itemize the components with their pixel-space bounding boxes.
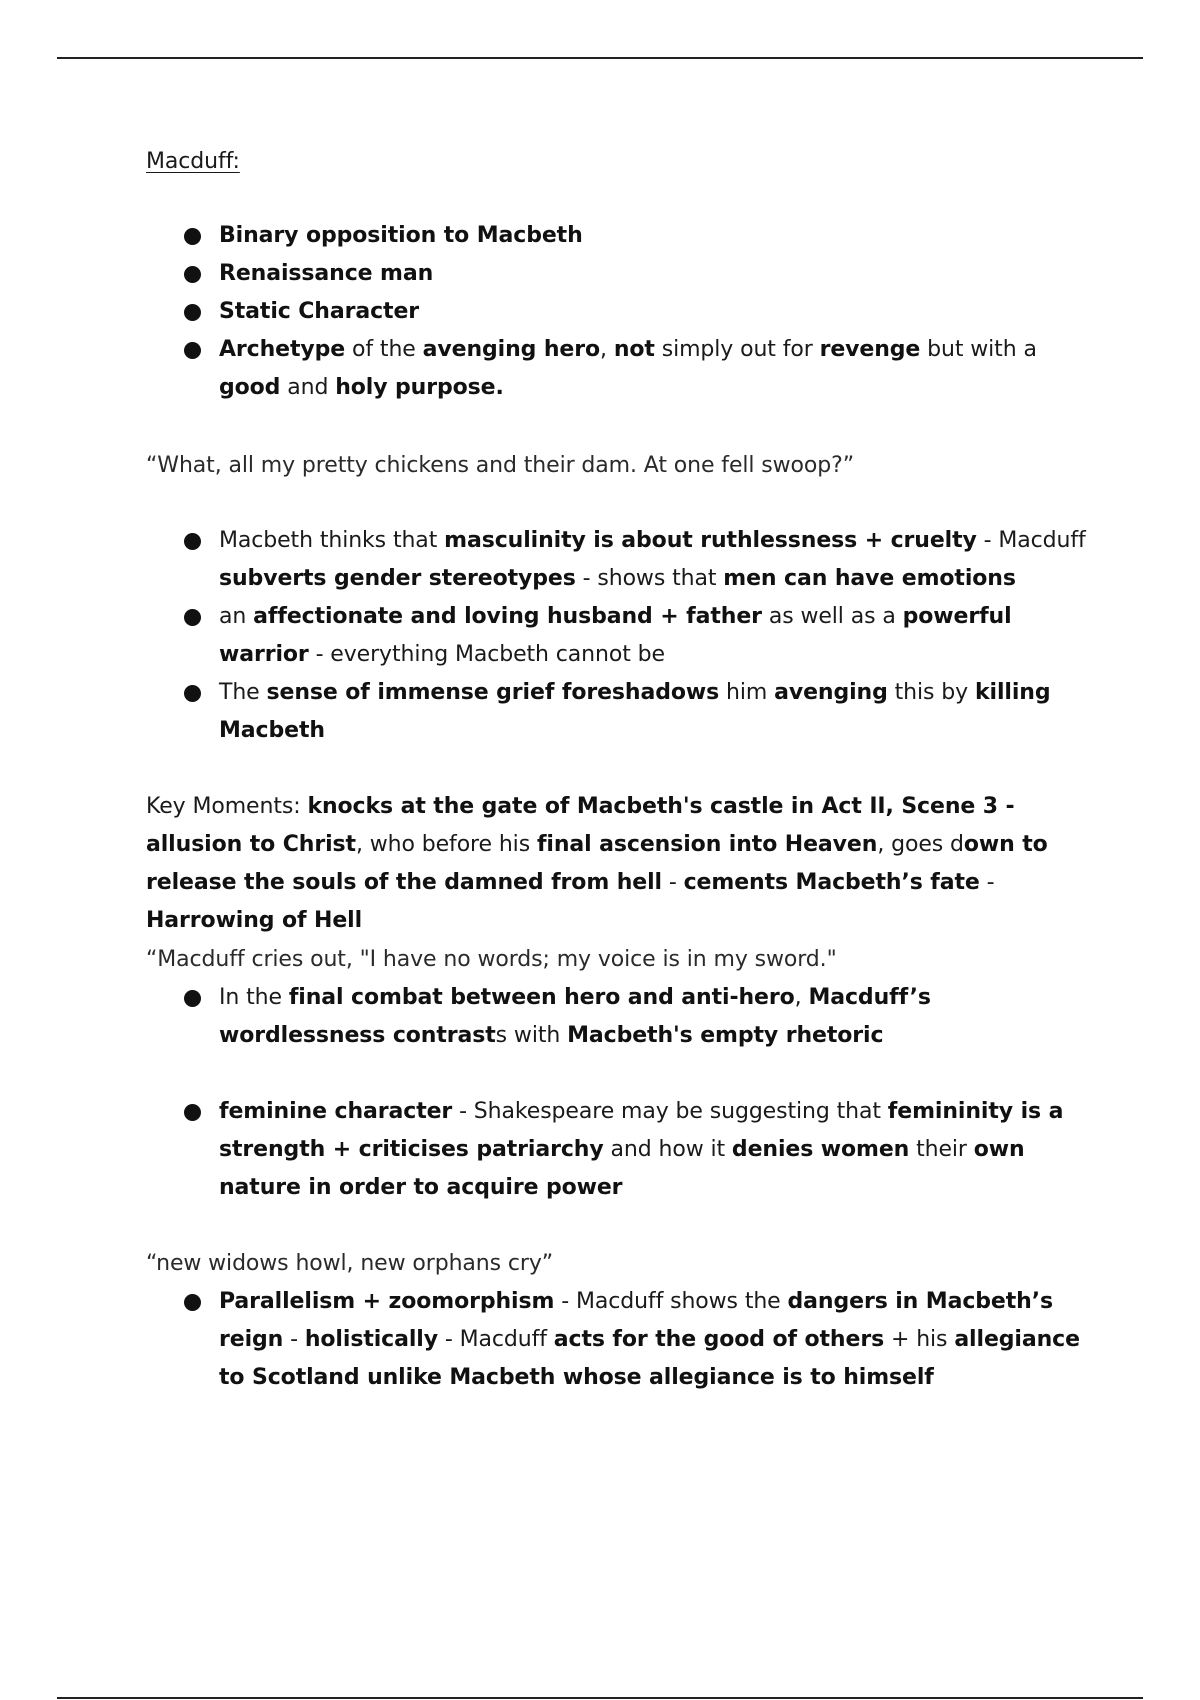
traits-list [146, 217, 1096, 407]
bold-text: Macbeth's empty rhetoric [567, 1023, 884, 1048]
bold-text: powerful warrior [219, 604, 1012, 667]
bullet-item [219, 598, 1096, 674]
bold-text: own nature in order to acquire power [219, 1137, 1025, 1200]
text-run: In the [219, 985, 289, 1010]
bold-text: final ascension into Heaven [536, 832, 878, 857]
text-run: simply out for [654, 337, 820, 362]
text-run: and [280, 375, 336, 400]
feminine-analysis-list [146, 1093, 1096, 1207]
text-run: and how it [603, 1137, 732, 1162]
bold-text: final combat between hero and anti-hero [288, 985, 795, 1010]
bold-text: masculinity is about ruthlessness + cruelty [444, 528, 977, 553]
top-rule [57, 57, 1143, 59]
bold-text: denies women [731, 1137, 910, 1162]
bullet-item [219, 331, 1096, 407]
bold-text: Harrowing of Hell [146, 908, 363, 933]
bold-text: dangers in Macbeth’s reign [219, 1289, 1053, 1352]
text-run: - Macduff [437, 1327, 554, 1352]
text-run: of the [345, 337, 423, 362]
bullet-item [219, 979, 1096, 1055]
text-run: Macbeth thinks that [219, 528, 445, 553]
text-run: - Macduff [976, 528, 1086, 553]
bullet-item [219, 1093, 1096, 1207]
quote-chickens: “What, all my pretty chickens and their dam. At one fell swoop?” [146, 453, 855, 478]
quote1-analysis-list [146, 522, 1096, 750]
quote1-block [146, 447, 1096, 485]
bullet-item [219, 674, 1096, 750]
bold-text: allegiance to Scotland unlike Macbeth whose allegiance is to himself [219, 1327, 1080, 1390]
bold-text: Renaissance man [219, 261, 434, 286]
bold-text: holistically [304, 1327, 438, 1352]
text-run: him [719, 680, 775, 705]
bold-text: cements Macbeth’s fate [683, 870, 980, 895]
bold-text: Archetype [219, 337, 346, 362]
bold-text: subverts gender stereotypes [219, 566, 576, 591]
quote-widows: “new widows howl, new orphans cry” [146, 1251, 554, 1276]
key-moments-block [146, 788, 1096, 940]
bold-text: own to release the souls of the damned from hell [146, 832, 1048, 895]
text-run: - [283, 1327, 305, 1352]
text-run: - Macduff shows the [554, 1289, 788, 1314]
quote2-analysis-list [146, 979, 1096, 1055]
text-run: - everything Macbeth cannot be [308, 642, 665, 667]
quote1-analysis-block [146, 522, 1096, 750]
bullet-item [219, 293, 1096, 331]
bold-text: revenge [819, 337, 921, 362]
bullet-item [219, 522, 1096, 598]
quote-sword: “Macduff cries out, "I have no words; my voice is in my sword." [146, 947, 837, 972]
bold-text: acts for the good of others [553, 1327, 885, 1352]
text-run: - shows that [575, 566, 724, 591]
bold-text: not [613, 337, 655, 362]
text-run: this by [887, 680, 975, 705]
bullet-item [219, 217, 1096, 255]
bold-text: affectionate and loving husband + father [253, 604, 762, 629]
heading-block [146, 143, 1096, 181]
quote3-block [146, 1245, 1096, 1397]
bold-text: Macduff’s wordlessness contrast [219, 985, 931, 1048]
text-run: The [219, 680, 267, 705]
bold-text: femininity is a strength + criticises patriarchy [219, 1099, 1064, 1162]
text-run: , who before his [355, 832, 537, 857]
text-run: - [661, 870, 684, 895]
bold-text: good [219, 375, 281, 400]
text-run: , [794, 985, 809, 1010]
text-run: , goes d [877, 832, 964, 857]
bold-text: men can have emotions [723, 566, 1016, 591]
bold-text: knocks at the gate of Macbeth's castle in Act II, Scene 3 - allusion to Christ [146, 794, 1015, 857]
text-run: as well as a [761, 604, 903, 629]
bold-text: Parallelism + zoomorphism [219, 1289, 555, 1314]
text-run: s with [495, 1023, 568, 1048]
bullet-item [219, 1283, 1096, 1397]
section-heading: Macduff: [146, 149, 240, 174]
bold-text: sense of immense grief foreshadows [266, 680, 720, 705]
text-run: + his [884, 1327, 955, 1352]
bold-text: killing Macbeth [219, 680, 1051, 743]
bold-text: Static Character [219, 299, 420, 324]
bottom-rule [57, 1697, 1143, 1699]
text-run: , [600, 337, 614, 362]
text-run: - Shakespeare may be suggesting that [452, 1099, 888, 1124]
traits-block [146, 217, 1096, 407]
key-moments-paragraph [146, 788, 1096, 940]
text-run: Key Moments: [146, 794, 308, 819]
bold-text: Binary opposition to Macbeth [219, 223, 583, 248]
bold-text: feminine character [219, 1099, 453, 1124]
bullet-item [219, 255, 1096, 293]
text-run: their [909, 1137, 974, 1162]
bold-text: holy purpose. [335, 375, 504, 400]
quote3-analysis-list [146, 1283, 1096, 1397]
bold-text: avenging [774, 680, 888, 705]
bold-text: avenging hero [422, 337, 601, 362]
feminine-block [146, 1093, 1096, 1207]
text-run: an [219, 604, 254, 629]
text-run: but with a [920, 337, 1037, 362]
text-run: - [979, 870, 995, 895]
quote2-block [146, 941, 1096, 1055]
